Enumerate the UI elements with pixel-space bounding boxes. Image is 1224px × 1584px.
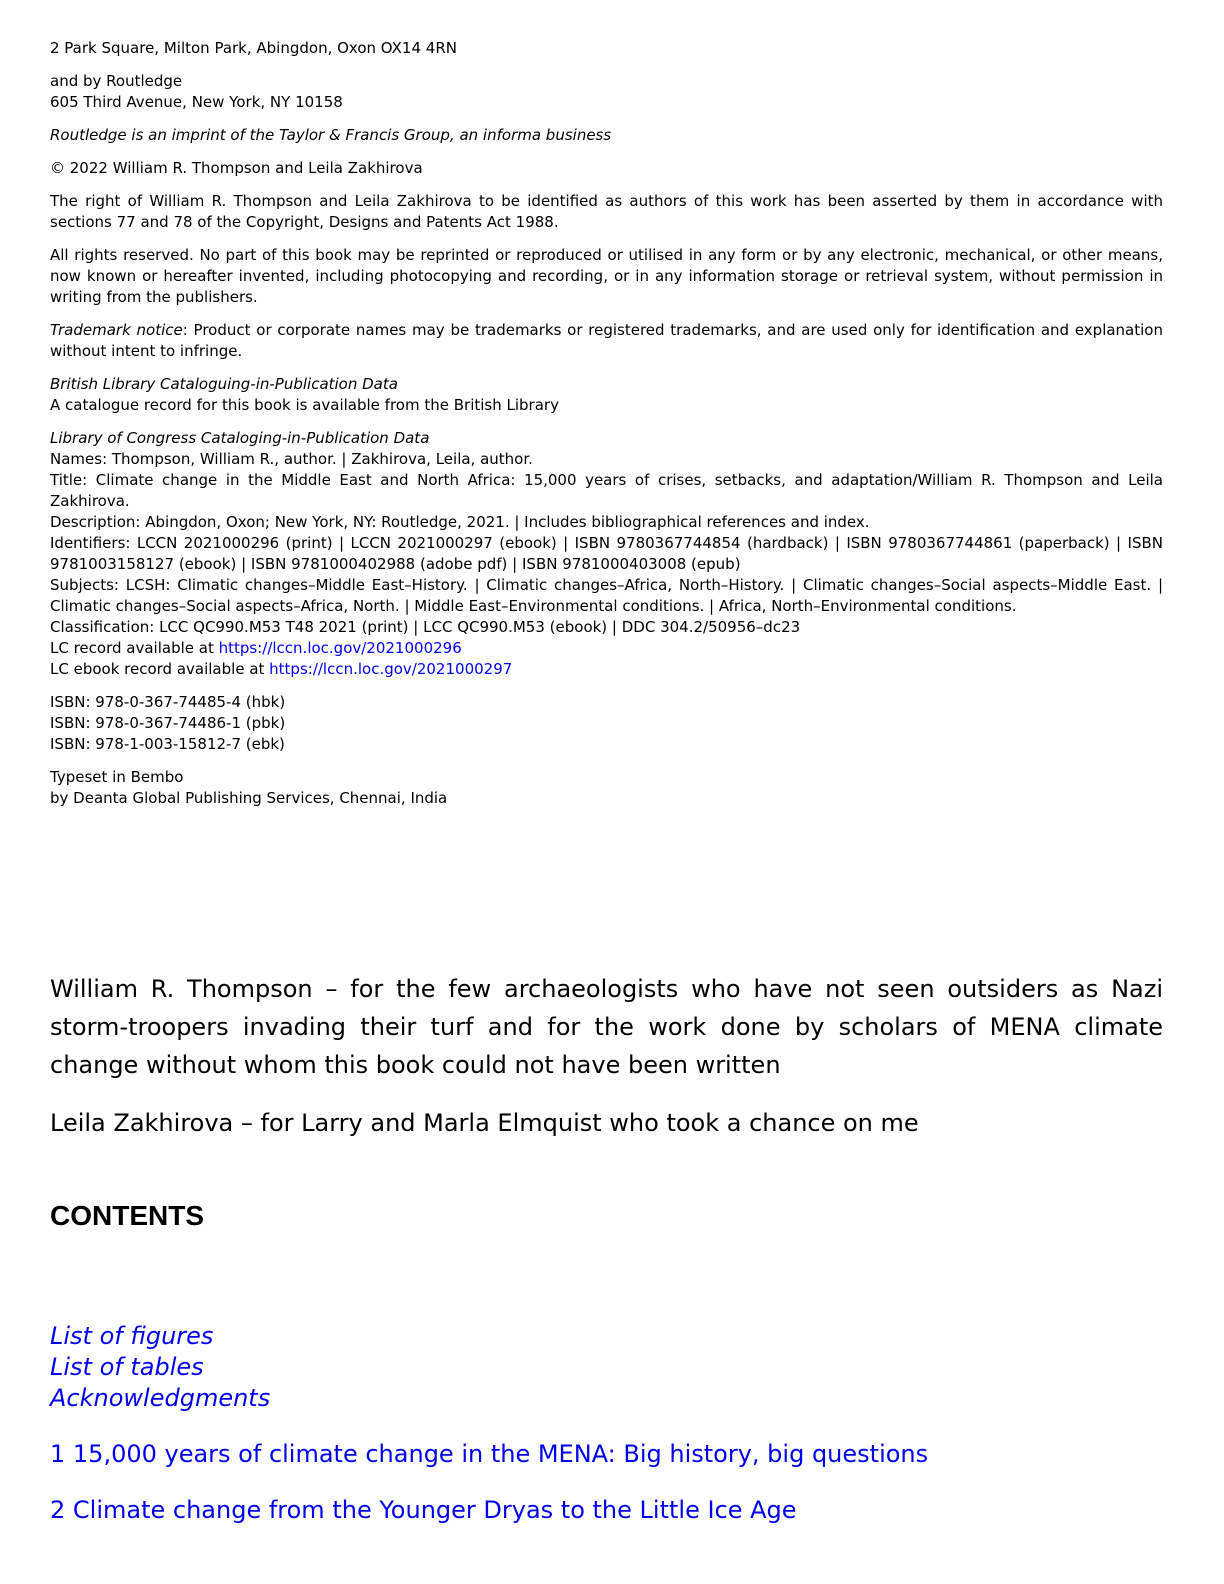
toc-list-of-tables[interactable]: List of tables [50, 1353, 204, 1381]
typeset-font: Typeset in Bembo [50, 768, 184, 786]
imprint-note: Routledge is an imprint of the Taylor & Francis Group, an informa business [50, 126, 612, 144]
loc-names: Names: Thompson, William R., author. | Zakhirova, Leila, author. [50, 450, 533, 468]
copyright-line: © 2022 William R. Thompson and Leila Zakhirova [50, 159, 423, 177]
dedication-zakhirova: Leila Zakhirova – for Larry and Marla Elmquist who took a chance on me [50, 1109, 919, 1137]
dedication-thompson: William R. Thompson – for the few archaeologists who have not seen outsiders as Nazi storm-troopers invading their turf and for the work done by scholars of MENA climate change without whom this book could not have been written [50, 975, 1163, 1079]
isbn-hbk: ISBN: 978-0-367-74485-4 (hbk) [50, 693, 286, 711]
toc-chapter-2[interactable]: 2 Climate change from the Younger Dryas to the Little Ice Age [50, 1496, 797, 1524]
typesetter: by Deanta Global Publishing Services, Chennai, India [50, 789, 448, 807]
loc-subjects: Subjects: LCSH: Climatic changes–Middle East–History. | Climatic changes–Africa, North–History. | Climatic changes–Social aspects–Middle East. | Climatic changes–Social aspects–Africa, North. | Middle East–Environmental conditions. | Africa, North–Environmental conditions. [50, 576, 1163, 615]
bl-cip-text: A catalogue record for this book is available from the British Library [50, 396, 559, 414]
toc-chapter-1[interactable]: 1 15,000 years of climate change in the MENA: Big history, big questions [50, 1440, 929, 1468]
toc-front-matter [50, 1321, 270, 1414]
trademark-notice [50, 320, 1163, 362]
toc-list-of-figures[interactable]: List of figures [50, 1322, 214, 1350]
dedication [50, 970, 1163, 1142]
trademark-label: Trademark notice [50, 321, 183, 339]
loc-description: Description: Abingdon, Oxon; New York, NY: Routledge, 2021. | Includes bibliographical references and index. [50, 513, 870, 531]
loc-title: Title: Climate change in the Middle East and North Africa: 15,000 years of crises, setbacks, and adaptation/William R. Thompson and Leila Zakhirova. [50, 471, 1163, 510]
loc-identifiers: Identifiers: LCCN 2021000296 (print) | LCCN 2021000297 (ebook) | ISBN 9780367744854 (hardback) | ISBN 9780367744861 (paperback) | ISBN 9781003158127 (ebook) | ISBN 9781000402988 (adobe pdf) | ISBN 9781000403008 (epub) [50, 534, 1163, 573]
and-by-routledge: and by Routledge [50, 72, 183, 90]
lc-record-link[interactable]: https://lccn.loc.gov/2021000296 [218, 639, 462, 657]
isbn-ebk: ISBN: 978-1-003-15812-7 (ebk) [50, 735, 285, 753]
lc-record-line: LC record available at https://lccn.loc.gov/2021000296 [50, 639, 462, 657]
trademark-text: : Product or corporate names may be trademarks or registered trademarks, and are used only for identification and explanation without intent to infringe. [50, 321, 1163, 360]
bl-cip-heading: British Library Cataloguing-in-Publication Data [50, 375, 398, 393]
moral-rights-statement: The right of William R. Thompson and Leila Zakhirova to be identified as authors of this work has been asserted by them in accordance with sections 77 and 78 of the Copyright, Designs and Patents Act 1988. [50, 192, 1163, 231]
isbn-pbk: ISBN: 978-0-367-74486-1 (pbk) [50, 714, 286, 732]
loc-cip-heading: Library of Congress Cataloging-in-Publication Data [50, 429, 430, 447]
lc-ebook-record-line: LC ebook record available at https://lccn.loc.gov/2021000297 [50, 660, 513, 678]
toc-acknowledgments[interactable]: Acknowledgments [50, 1384, 271, 1412]
lc-ebook-record-link[interactable]: https://lccn.loc.gov/2021000297 [269, 660, 513, 678]
copyright-page [50, 38, 1163, 1524]
contents-heading: CONTENTS [50, 1200, 204, 1231]
loc-classification: Classification: LCC QC990.M53 T48 2021 (print) | LCC QC990.M53 (ebook) | DDC 304.2/50956–dc23 [50, 618, 801, 636]
publisher-address-us: 605 Third Avenue, New York, NY 10158 [50, 93, 343, 111]
all-rights-reserved: All rights reserved. No part of this book may be reprinted or reproduced or utilised in any form or by any electronic, mechanical, or other means, now known or hereafter invented, including photocopying and recording, or in any information storage or retrieval system, without permission in writing from the publishers. [50, 246, 1163, 306]
publisher-address-uk: 2 Park Square, Milton Park, Abingdon, Oxon OX14 4RN [50, 39, 457, 57]
